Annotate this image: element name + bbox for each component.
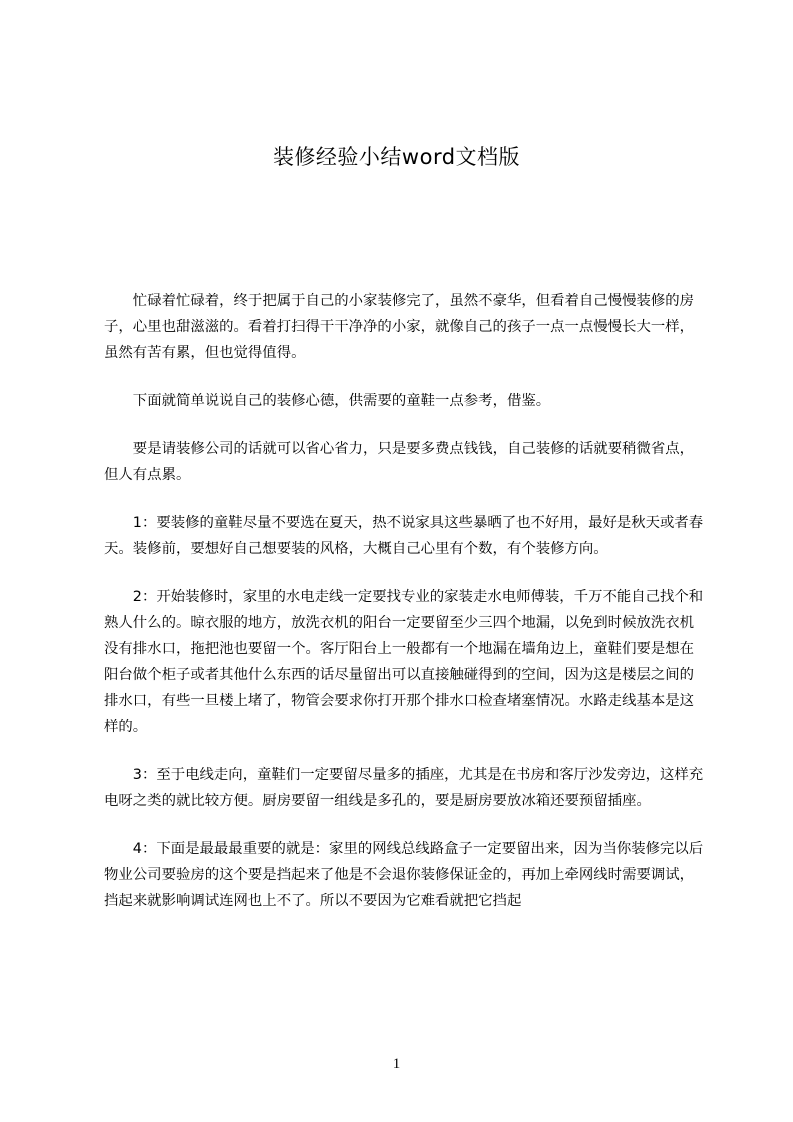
paragraph-tip-1: 1：要装修的童鞋尽量不要选在夏天，热不说家具这些暴晒了也不好用，最好是秋天或者春天。装修前，要想好自己想要装的风格，大概自己心里有个数，有个装修方向。 [104,515,704,557]
document-body [104,288,704,936]
paragraph-tip-2: 2：开始装修时，家里的水电走线一定要找专业的家装走水电师傅装，千万不能自己找个和熟人什么的。晾衣服的地方，放洗衣机的阳台一定要留至少三四个地漏，以免到时候放洗衣机没有排水口，拖把池也要留一个。客厅阳台上一般都有一个地漏在墙角边上，童鞋们要是想在阳台做个柜子或者其他什么东西的话尽量留出可以直接触碰得到的空间，因为这是楼层之间的排水口，有些一旦楼上堵了，物管会要求你打开那个排水口检查堵塞情况。水路走线基本是这样的。 [104,589,704,735]
document-title: 装修经验小结word文档版 [272,145,521,169]
paragraph-tip-4: 4：下面是最最最重要的就是：家里的网线总线路盒子一定要留出来，因为当你装修完以后物业公司要验房的这个要是挡起来了他是不会退你装修保证金的，再加上牵网线时需要调试，挡起来就影响调试连网也上不了。所以不要因为它难看就把它挡起 [104,841,704,909]
page-number: 1 [392,1056,401,1072]
paragraph-company-vs-diy: 要是请装修公司的话就可以省心省力，只是要多费点钱钱，自己装修的话就要稍微省点，但人有点累。 [104,441,695,483]
paragraph-tip-3: 3：至于电线走向，童鞋们一定要留尽量多的插座，尤其是在书房和客厅沙发旁边，这样充电呀之类的就比较方便。厨房要留一组线是多孔的，要是厨房要放冰箱还要预留插座。 [104,767,704,809]
paragraph-intro: 忙碌着忙碌着，终于把属于自己的小家装修完了，虽然不豪华，但看着自己慢慢装修的房子，心里也甜滋滋的。看着打扫得干干净净的小家，就像自己的孩子一点一点慢慢长大一样，虽然有苦有累，但也觉得值得。 [104,293,695,361]
paragraph-overview: 下面就简单说说自己的装修心德，供需要的童鞋一点参考，借鉴。 [132,393,551,409]
